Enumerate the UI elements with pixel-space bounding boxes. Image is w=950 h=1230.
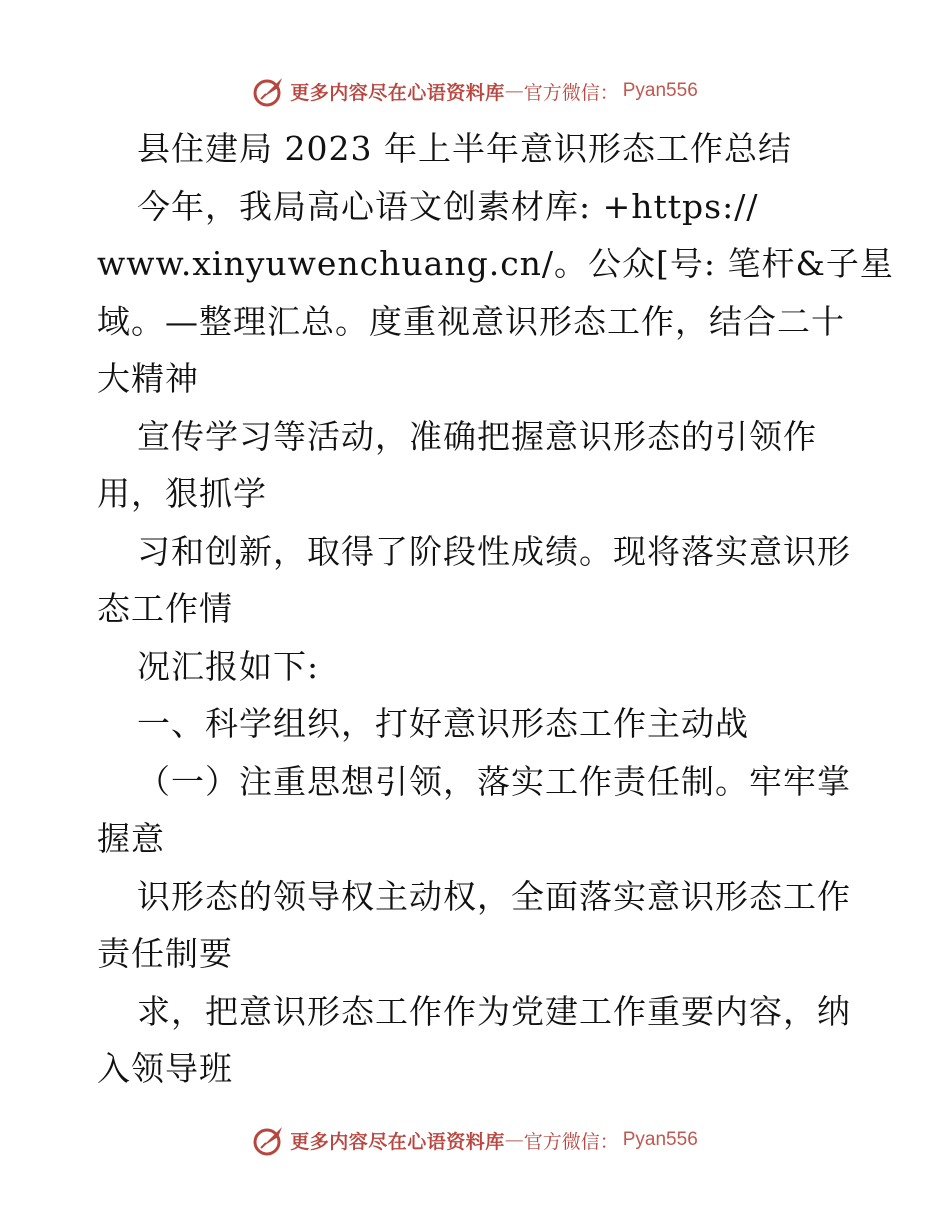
- wechat-label: 官方微信：: [523, 1130, 619, 1153]
- document-title: 县住建局 2023 年上半年意识形态工作总结: [137, 129, 792, 168]
- text-line: 入领导班: [97, 1049, 233, 1088]
- banner-separator: —: [504, 80, 524, 102]
- quill-logo-icon: [252, 1123, 286, 1157]
- text-line: 求，把意识形态工作作为党建工作重要内容，纳: [137, 991, 851, 1031]
- text-line: 今年，我局高心语文创素材库: +https://: [137, 186, 759, 226]
- section-heading: 一、科学组织，打好意识形态工作主动战: [137, 704, 749, 743]
- text-line: 握意: [97, 819, 165, 858]
- text-line: www.xinyuwenchuang.cn/。公众[号: 笔杆&子星: [97, 244, 894, 283]
- banner-separator: —: [504, 1129, 524, 1151]
- text-line: 习和创新，取得了阶段性成绩。现将落实意识形: [137, 531, 851, 571]
- footer-watermark-banner: [0, 1120, 950, 1160]
- promo-text: 更多内容尽在心语资料库: [290, 1130, 505, 1153]
- text-line: 态工作情: [97, 589, 233, 628]
- quill-logo-icon: [252, 74, 286, 108]
- text-line: 大精神: [97, 359, 199, 398]
- text-line: 用，狠抓学: [97, 474, 267, 513]
- text-line: 域。—整理汇总。度重视意识形态工作，结合二十: [97, 301, 845, 341]
- text-line: 识形态的领导权主动权，全面落实意识形态工作: [137, 876, 851, 916]
- text-line: 况汇报如下:: [137, 646, 320, 686]
- wechat-label: 官方微信：: [523, 81, 619, 104]
- promo-text: 更多内容尽在心语资料库: [290, 81, 505, 104]
- document-body: [97, 120, 894, 1098]
- header-watermark-banner: [0, 71, 950, 111]
- wechat-id: Pyan556: [622, 1129, 698, 1150]
- subsection-heading: （一）注重思想引领，落实工作责任制。牢牢掌: [137, 761, 851, 801]
- text-line: 宣传学习等活动，准确把握意识形态的引领作: [137, 416, 817, 456]
- wechat-id: Pyan556: [622, 80, 698, 101]
- text-line: 责任制要: [97, 934, 233, 973]
